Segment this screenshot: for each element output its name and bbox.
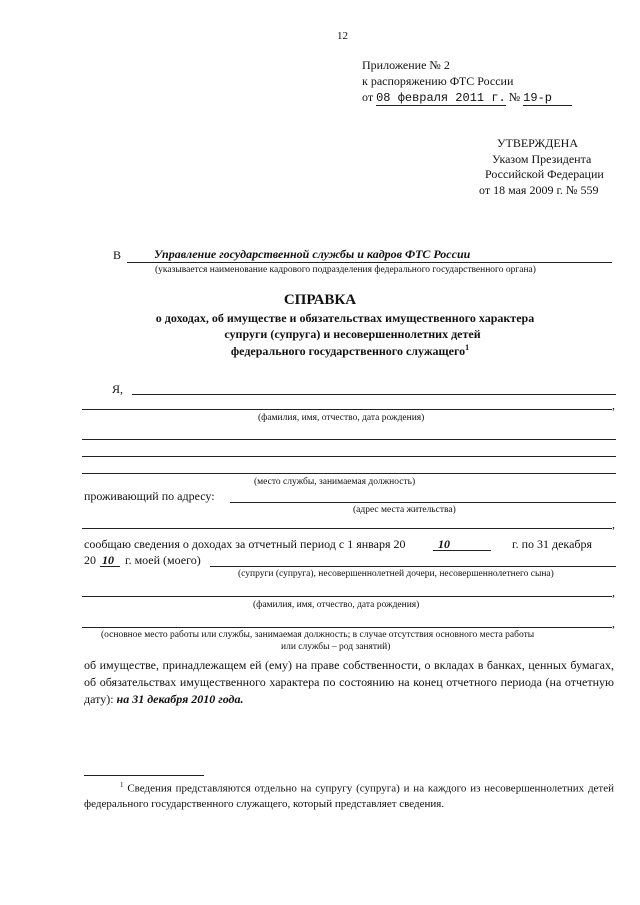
period-year-1: 10 xyxy=(438,537,450,551)
address-comma: , xyxy=(612,517,615,531)
addressee-underline xyxy=(127,262,612,263)
address-label: проживающий по адресу: xyxy=(84,489,215,503)
document-subtitle-3 xyxy=(0,343,640,359)
fio2-comma: , xyxy=(612,585,615,599)
annex-date-line xyxy=(362,90,572,105)
annex-number-value: 19-р xyxy=(523,91,572,106)
heading-footnote-mark: 1 xyxy=(465,343,470,352)
fio2-hint: (фамилия, имя, отчество, дата рождения) xyxy=(253,600,420,610)
work-hint-2: или службы – род занятий) xyxy=(281,642,391,652)
page-number: 12 xyxy=(337,30,348,42)
fio-comma: , xyxy=(612,398,615,412)
fio-line-2[interactable] xyxy=(82,409,612,410)
document-subtitle-1: о доходах, об имуществе и обязательствах имущественного характера xyxy=(155,311,535,325)
document-subtitle-2: супруги (супруга) и несовершеннолетних детей xyxy=(224,327,481,341)
addressee-hint: (указывается наименование кадрового подразделения федерального государственного органа) xyxy=(155,265,536,275)
service-line-3[interactable] xyxy=(82,473,616,474)
annex-number-prefix: № xyxy=(508,90,521,104)
relation-line[interactable] xyxy=(210,566,616,567)
relation-hint: (супруги (супруга), несовершеннолетней дочери, несовершеннолетнего сына) xyxy=(238,569,554,579)
address-line-1[interactable] xyxy=(230,502,616,503)
work-line[interactable] xyxy=(82,627,612,628)
service-hint: (место службы, занимаемая должность) xyxy=(254,477,416,487)
fio2-line[interactable] xyxy=(82,596,612,597)
report-date: на 31 декабря 2010 года. xyxy=(116,692,244,706)
approved-line-2: Российской Федерации xyxy=(485,167,604,181)
approved-line-1: Указом Президента xyxy=(492,152,592,166)
period-text: сообщаю сведения о доходах за отчетный период с 1 января 20 xyxy=(84,537,406,551)
footnote xyxy=(84,778,614,812)
work-hint-1: (основное место работы или службы, занимаемая должность; в случае отсутствия основного места работы xyxy=(101,630,535,640)
fio-hint: (фамилия, имя, отчество, дата рождения) xyxy=(258,413,425,423)
approved-title: УТВЕРЖДЕНА xyxy=(497,136,579,150)
service-line-1[interactable] xyxy=(82,439,616,440)
address-line-2[interactable] xyxy=(82,528,612,529)
period-end-text: г. моей (моего) xyxy=(125,553,201,567)
service-line-2[interactable] xyxy=(82,456,616,457)
document-title: СПРАВКА xyxy=(283,292,357,308)
period-year-2: 10 xyxy=(102,553,114,567)
annex-date-prefix: от xyxy=(362,90,374,104)
footnote-mark: 1 xyxy=(120,781,124,789)
addressee-prefix: В xyxy=(113,248,122,262)
document-subtitle-3-text: федерального государственного служащего xyxy=(230,344,466,358)
address-hint: (адрес места жительства) xyxy=(353,505,456,515)
footnote-text: Сведения представляются отдельно на супругу (супруга) и на каждого из несовершеннолетних детей федерального государственного служащего, который представляет сведения. xyxy=(84,782,615,810)
period-year-2-underline xyxy=(100,566,120,567)
fio-line-1[interactable] xyxy=(132,394,616,395)
ya-label: Я, xyxy=(112,382,124,396)
period-mid-text: г. по 31 декабря xyxy=(512,537,593,551)
period-year-prefix: 20 xyxy=(84,553,96,567)
period-year-1-underline xyxy=(433,550,491,551)
annex-order: к распоряжению ФТС России xyxy=(362,74,514,88)
property-paragraph xyxy=(84,657,614,708)
property-paragraph-text: об имуществе, принадлежащем ей (ему) на праве собственности, о вкладах в банках, ценных бумагах, об обязательствах имущественного характера по состоянию на конец отчетного периода (на отчетную дату): xyxy=(84,658,614,706)
addressee-value: Управление государственной службы и кадров ФТС России xyxy=(154,247,471,261)
approved-line-3: от 18 мая 2009 г. № 559 xyxy=(479,183,599,197)
work-comma: , xyxy=(612,616,615,630)
footnote-separator xyxy=(84,775,204,776)
annex-date-value: 08 февраля 2011 г. xyxy=(376,91,506,105)
annex-title: Приложение № 2 xyxy=(362,58,450,72)
